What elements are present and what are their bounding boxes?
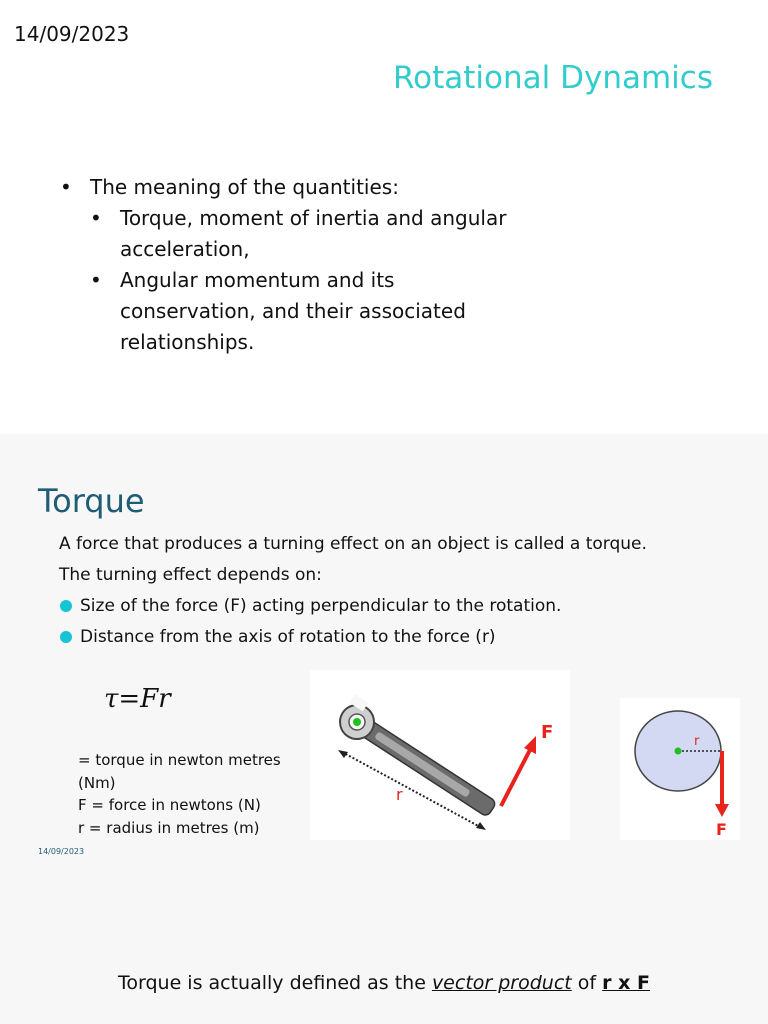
force-label: F — [541, 722, 554, 743]
statement-text: Torque is actually defined as the — [117, 972, 432, 994]
bullet-item — [60, 172, 520, 358]
point-item — [59, 627, 496, 647]
pivot-icon — [353, 718, 361, 726]
definition-line: = torque in newton metres — [78, 751, 281, 769]
sub-bullet-item: • Torque, moment of inertia and angular acceleration, — [90, 203, 520, 265]
bullet-dot-icon — [60, 631, 72, 643]
r-cross-f-text: r x F — [602, 972, 650, 994]
statement-text: of — [571, 972, 603, 994]
depends-text: The turning effect depends on: — [59, 565, 322, 585]
wrench-illustration — [310, 670, 570, 840]
point-item — [59, 596, 561, 616]
point-text: Size of the force (F) acting perpendicular to the rotation. — [80, 596, 562, 616]
definition-line: (Nm) — [78, 773, 116, 792]
axis-icon — [675, 748, 682, 755]
wrench-figure — [310, 670, 570, 840]
bullet-text: The meaning of the quantities: — [90, 175, 399, 199]
wrench-icon — [333, 694, 504, 824]
circle-figure — [620, 698, 740, 840]
slide-date: 14/09/2023 — [14, 22, 130, 46]
definitions — [78, 749, 318, 839]
radius-label: r — [396, 785, 403, 804]
torque-title: Torque — [38, 482, 145, 520]
sub-bullet-list — [90, 203, 520, 358]
force-arrow — [501, 746, 532, 806]
intro-text: A force that produces a turning effect on an object is called a torque. — [59, 534, 647, 554]
sub-bullet-item: • Angular momentum and its conservation, and their associated relationships. — [90, 265, 520, 358]
bottom-statement — [0, 972, 768, 994]
force-label: F — [716, 820, 727, 839]
circle-illustration — [620, 698, 740, 840]
definition-line: r = radius in metres (m) — [78, 818, 260, 837]
definition-line: F = force in newtons (N) — [78, 796, 261, 814]
radius-label: r — [694, 734, 700, 749]
vector-product-text: vector product — [431, 972, 572, 994]
bullet-dot-icon — [60, 600, 72, 612]
slide-title: Rotational Dynamics — [393, 60, 713, 96]
bullet-list — [60, 172, 520, 358]
footer-date: 14/09/2023 — [38, 847, 85, 856]
torque-formula: τ=Fr — [104, 684, 171, 714]
point-text: Distance from the axis of rotation to the force (r) — [80, 627, 496, 647]
